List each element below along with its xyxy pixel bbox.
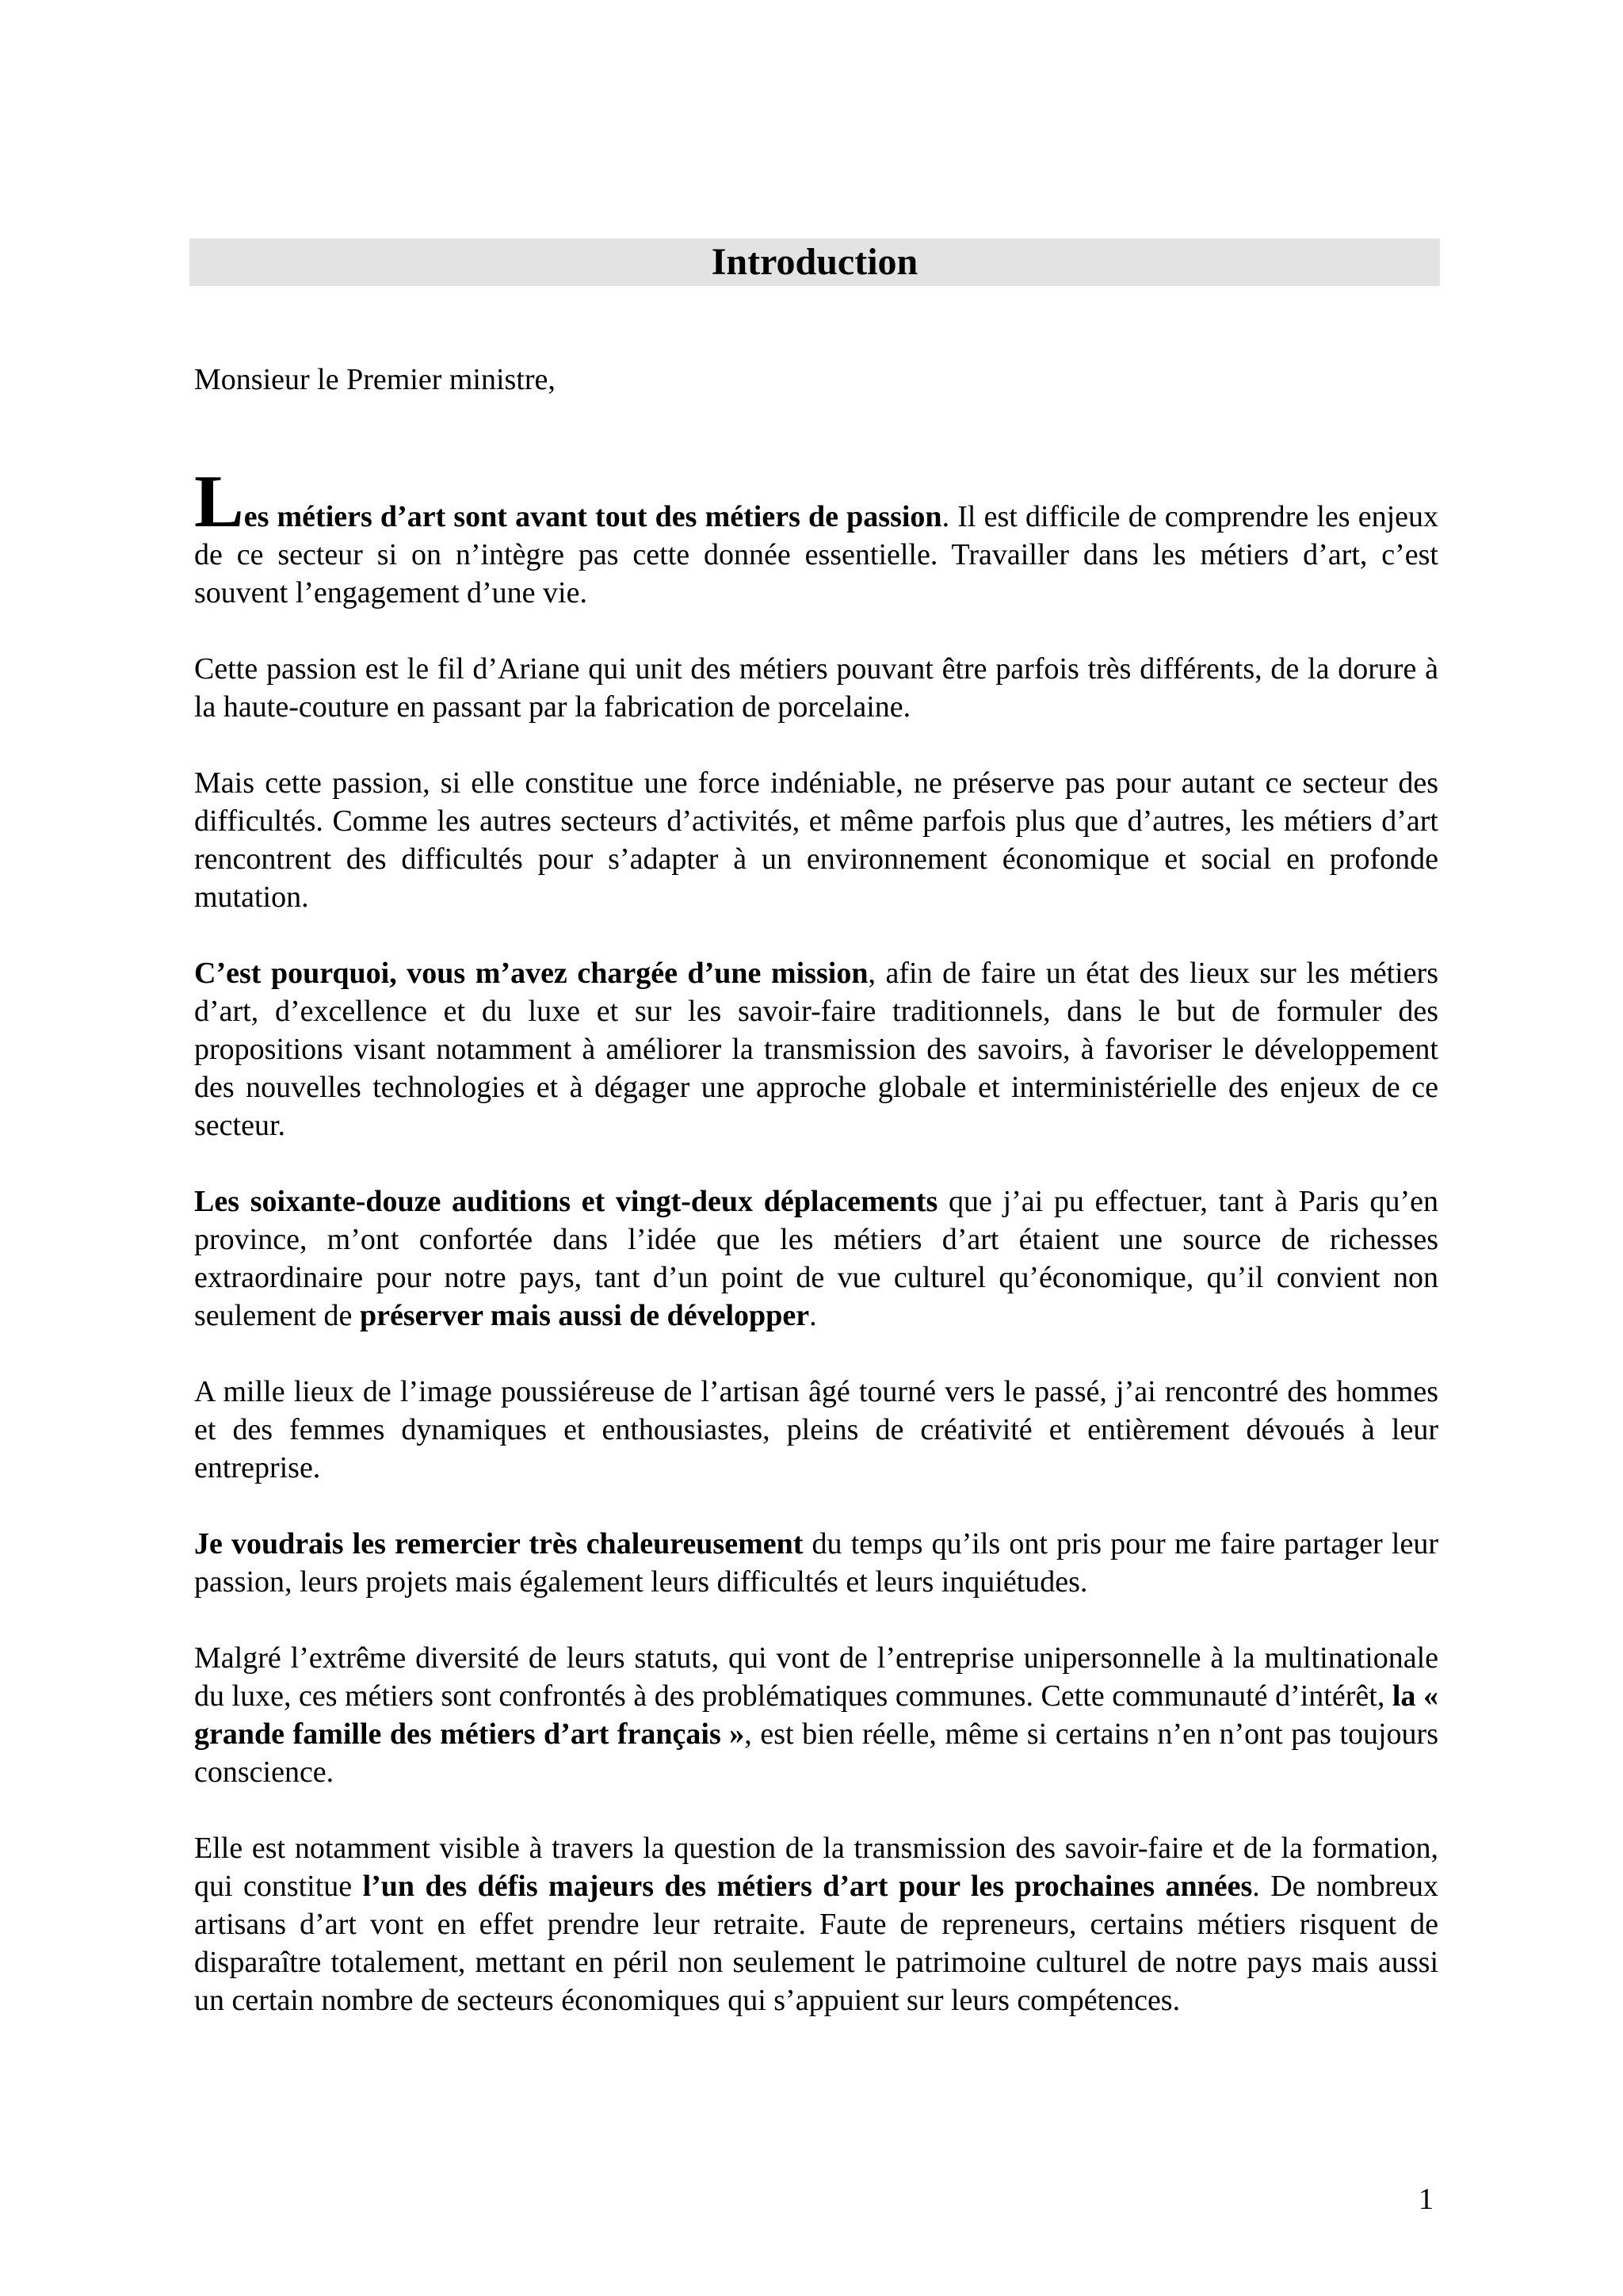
paragraph-2: Cette passion est le fil d’Ariane qui unit des métiers pouvant être parfois très différents, de la dorure à la haute-couture en passant par la fabrication de porcelaine.	[194, 652, 1438, 724]
paragraph-4-text: , afin de faire un état des lieux sur les métiers d’art, d’excellence et du luxe et sur les savoir-faire traditionnels, dans le but de formuler des propositions visant notamment à améliorer la transmission des savoirs, à favoriser le développement des nouvelles technologies et à dégager une approche globale et interministérielle des enjeux de ce secteur.	[194, 957, 1438, 1142]
paragraph-5-bold: Les soixante-douze auditions et vingt-deux déplacements	[194, 1185, 938, 1218]
paragraph-8-bold: la « grande famille des métiers d’art français »	[194, 1679, 1438, 1751]
paragraph-1-text: . Il est difficile de comprendre les enjeux de ce secteur si on n’intègre pas cette donnée essentielle. Travailler dans les métiers d’art, c’est souvent l’engagement d’une vie.	[194, 500, 1439, 609]
paragraph-4-bold: C’est pourquoi, vous m’avez chargée d’une mission	[194, 957, 869, 990]
paragraph-6: A mille lieux de l’image poussiéreuse de l’artisan âgé tourné vers le passé, j’ai rencontré des hommes et des femmes dynamiques et enthousiastes, pleins de créativité et entièrement dévoués à leur entreprise.	[194, 1375, 1438, 1484]
paragraph-5-text-2: .	[809, 1299, 817, 1332]
body-text	[194, 361, 1438, 2019]
paragraph-9-text-2: . De nombreux artisans d’art vont en effet prendre leur retraite. Faute de repreneurs, certains métiers risquent de disparaître totalement, mettant en péril non seulement le patrimoine culturel de notre pays mais aussi un certain nombre de secteurs économiques qui s’appuient sur leurs compétences.	[194, 1870, 1438, 2017]
paragraph-9	[194, 1829, 1438, 2019]
paragraph-1	[194, 460, 1439, 612]
paragraph-8-text: Malgré l’extrême diversité de leurs statuts, qui vont de l’entreprise unipersonnelle à la multinationale du luxe, ces métiers sont confrontés à des problématiques communes. Cette communauté d’intérêt,	[194, 1641, 1438, 1713]
paragraph-1-bold: es métiers d’art sont avant tout des métiers de passion	[243, 500, 942, 533]
paragraph-4	[194, 954, 1438, 1144]
paragraph-8-text-2: , est bien réelle, même si certains n’en n’ont pas toujours conscience.	[194, 1717, 1438, 1789]
paragraph-3: Mais cette passion, si elle constitue une force indéniable, ne préserve pas pour autant ce secteur des difficultés. Comme les autres secteurs d’activités, et même parfois plus que d’autres, les métiers d’art rencontrent des difficultés pour s’adapter à un environnement économique et social en profonde mutation.	[194, 766, 1438, 914]
paragraph-5-bold-2: préserver mais aussi de développer	[359, 1299, 810, 1332]
paragraph-7-text: du temps qu’ils ont pris pour me faire partager leur passion, leurs projets mais également leurs difficultés et leurs inquiétudes.	[194, 1527, 1439, 1599]
paragraph-7-bold: Je voudrais les remercier très chaleureusement	[194, 1527, 804, 1561]
page-number: 1	[1419, 2183, 1434, 2216]
paragraph-7	[194, 1525, 1438, 1601]
paragraph-8	[194, 1639, 1438, 1791]
paragraph-9-bold: l’un des défis majeurs des métiers d’art pour les prochaines années	[362, 1870, 1253, 1903]
paragraph-5	[194, 1182, 1438, 1335]
paragraph-9-text: Elle est notamment visible à travers la question de la transmission des savoir-faire et de la formation, qui constitue	[194, 1832, 1438, 1903]
drop-cap: L	[194, 460, 244, 543]
paragraph-5-text: que j’ai pu effectuer, tant à Paris qu’en province, m’ont confortée dans l’idée que les métiers d’art étaient une source de richesses extraordinaire pour notre pays, tant d’un point de vue culturel qu’économique, qu’il convient non seulement de	[194, 1185, 1438, 1332]
page-title: Introduction	[711, 241, 918, 283]
salutation: Monsieur le Premier ministre,	[194, 363, 556, 396]
